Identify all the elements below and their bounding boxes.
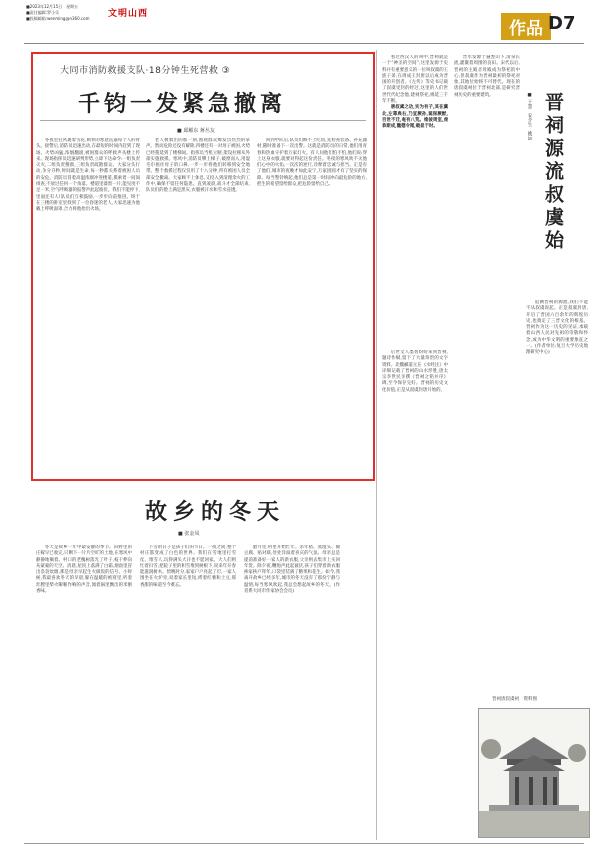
right-text-3: 晋水发源于悬瓮山下,清泉长流,灌溉着周围的良田。宋代以后,晋祠的主殿圣母殿成为祭祀的中心,但叔虞作为晋祠最初的祭祀对象,其地位始终不可替代。现在的唐叔虞祠位于晋祠北部,是研究晋祠历史的重要建筑。 xyxy=(454,55,520,98)
right-column-2 xyxy=(382,350,448,840)
page-number: D7 xyxy=(548,13,576,34)
story1-text-1: 冬夜里狂风裹着雪花,刺骨的寒意直逼每个人的骨头。接警后,消防员迅速出动,在最短的时间内赶到了现场。火势凶猛,浓烟翻滚,被困群众的呼救声从楼上传来。现场指挥员迅速研判形势,立即下达命令:一组负责灭火,二组负责搜救,三组负责疏散群众。大家分头行动,争分夺秒,时间就是生命,每一秒都关系着被困人员的安危。消防员冒着高温浓烟冲进楼道,摸索着一间间排查,不放过任何一个角落。楼道里漆黑一片,能见度不足一米,空气呼吸器的报警声此起彼伏。我们不能停下,里面还有人!队员们互相鼓励,一步步向前推进。终于在三楼的卧室里找到了一位昏迷的老人,大家迅速为他戴上呼吸面罩,合力将他抬出火场。 xyxy=(36,138,140,213)
temple-illustration xyxy=(479,709,589,837)
right-text-4: 追溯晋祠的源流,我们不能不从叔虞说起。正是叔虞封唐,开启了晋国六百余年的辉煌历史,也奠定了三晋文化的根基。晋祠作为这一历史的见证,承载着山西人民对先祖的崇敬和怀念,成为中华文明的重要象征之一。(作者单位:复旦大学历史地理研究中心) xyxy=(526,300,588,356)
newspaper-logo: 文明山西 xyxy=(108,9,149,19)
story2-text-2: 下雪的日子是孩子们的节日。一夜之间,整个村庄都变成了白色的世界。我们在雪地里打雪仗、堆雪人,玩得满头大汗也不愿回家。大人们则忙着扫雪,把院子里的积雪堆到树根下,说来年开春能滋润树木。傍晚时分,家家户户亮起了灯,一家人围坐在火炉旁,说着家长里短,烤着红薯和土豆,那香甜的味道至今难忘。 xyxy=(140,545,236,588)
bottom-rule xyxy=(24,843,584,844)
editor-line: ■责任编辑:罗小乐 xyxy=(26,10,60,15)
story1-title: 千钧一发紧急撤离 xyxy=(78,91,287,117)
story2-column-3 xyxy=(244,545,340,840)
story2-column-1 xyxy=(36,545,132,840)
date-line: ■2023年12月15日 星期五 xyxy=(26,4,79,9)
story1-column-1 xyxy=(36,138,140,474)
right-column-4 xyxy=(526,300,588,690)
masthead xyxy=(0,0,600,44)
top-rule xyxy=(24,43,584,44)
story1-text-2: 老人被救出的那一刻,围观群众爆发出热烈的掌声。然而危险还没有解除,四楼还有一对母子被困,火势已经蔓延到了楼梯间。指挥员当机立断,架设拉梯从外部实施救援。寒风中,消防员攀上梯子,破窗而入,用湿毛巾捂住母子的口鼻,一步一步将他们转移到安全地带。整个救援过程仅仅用了十八分钟,所有被困人员全部安全撤离。大家顾不上休息,又投入到清理余火的工作中,确保不留任何隐患。直到凌晨,战斗才全部结束,队员们的脸上满是黑灰,衣服被汗水和雪水浸透。 xyxy=(146,138,250,194)
story1-column-3 xyxy=(257,138,367,474)
masthead-meta xyxy=(26,4,89,22)
right-column-1 xyxy=(382,55,448,345)
right-author: ■ 于慧 安介生 姚远 xyxy=(527,93,532,140)
story1-rule xyxy=(40,120,366,121)
story1-author: ■ 邱解东 蒋丛友 xyxy=(177,128,215,134)
right-poem: 唐叔虞之功,实为有子,其在冀北,左尊典右,乃宣厥孙,诞保厥猷,百世不迁,奄有八荒。维彼周室,虔恭斯成,懿德令闻,载显于时。 xyxy=(382,105,448,130)
story2-author: ■ 张金凤 xyxy=(178,531,200,537)
right-vertical-title: 晋祠源流叔虞始 xyxy=(542,92,564,253)
right-text-2: 后世文人墨客纷纷来到晋祠,题诗作赋,留下了大量珍贵的文字资料。北魏郦道元在《水经注》中详细记载了晋祠的山水形胜,唐太宗李世民亲撰《晋祠之铭并序》碑,至今保存完好。晋祠的历史文化价值,正是从叔虞封唐开始的。 xyxy=(382,350,448,393)
right-text-1: 看过西汉人的叫中,晋祠就是一个“神圣的空间”,这里发源于史料并有重要意义的一位叫叔虞的王族子弟,在周成王封唐以后成为晋国的开创者。《左传》等史书记载了叔虞受封的经过,这里的人们世世代代纪念他,建祠祭祀,绵延三千年不断。 xyxy=(382,55,448,105)
story2-column-2 xyxy=(140,545,236,840)
photo-caption: 晋祠唐叔虞祠 资料图 xyxy=(492,697,537,702)
email-line: ■投稿邮箱:wenming@n360.com xyxy=(26,16,90,21)
column-divider xyxy=(376,50,377,840)
story2-title: 故乡的冬天 xyxy=(145,499,286,525)
section-label: 作品 xyxy=(501,13,551,40)
story2-text-3: 腊月里,村里开始忙年。杀年猪、蒸馒头、做豆腐、贴对联,处处洋溢着喜庆的气氛。母亲总是提前准备好一家人的新衣服,父亲则去集市上买回年货。除夕夜,鞭炮声此起彼伏,孩子们穿着新衣服挨家挨户拜年,口袋里装满了糖果和花生。如今,我离开故乡已经多年,城市的冬天没有了那份宁静与温情,每当寒风吹起,我总会想起故乡的冬天。(作者系大同市作家协会会员) xyxy=(244,545,340,595)
story2-text-1: 冬天是故乡一年中最安静的季节。田野里的庄稼早已收完,只剩下一片片空旷的土地,在寒风中静静地躺着。村口的老槐树落光了叶子,枝干伸向灰蒙蒙的天空。清晨,屋顶上落满了白霜,烟囱里冒出袅袅炊烟,那是母亲早起生火做饭的信号。小时候,我最喜欢冬天的早晨,躲在温暖的被窝里,听着灶膛里柴火噼啪作响的声音,闻着锅里飘出的米粥香味。 xyxy=(36,545,132,595)
story1-subtitle: 大同市消防救援支队·18分钟生死营救 ③ xyxy=(60,66,231,76)
story1-column-2 xyxy=(146,138,250,474)
temple-photo xyxy=(478,708,590,838)
story1-text-3: 回到中队后,队员们顾不上吃饭,先检查装备、补充器材,随时准备下一次出警。这就是消防员的日常,他们用青春和热血守护着万家灯火。有人问他们怕不怕,他们说:穿上这身衣服,就要对得起这份责任。冬夜的寒风吹不灭他们心中的火焰,一次次的逆行,诠释着忠诚与担当。正是有了他们,城市的夜晚才如此安宁,万家团圆才有了坚实的保障。每当警铃响起,他们总是第一时间冲向最危险的地方,把生的希望留给群众,把危险留给自己。 xyxy=(257,138,367,188)
